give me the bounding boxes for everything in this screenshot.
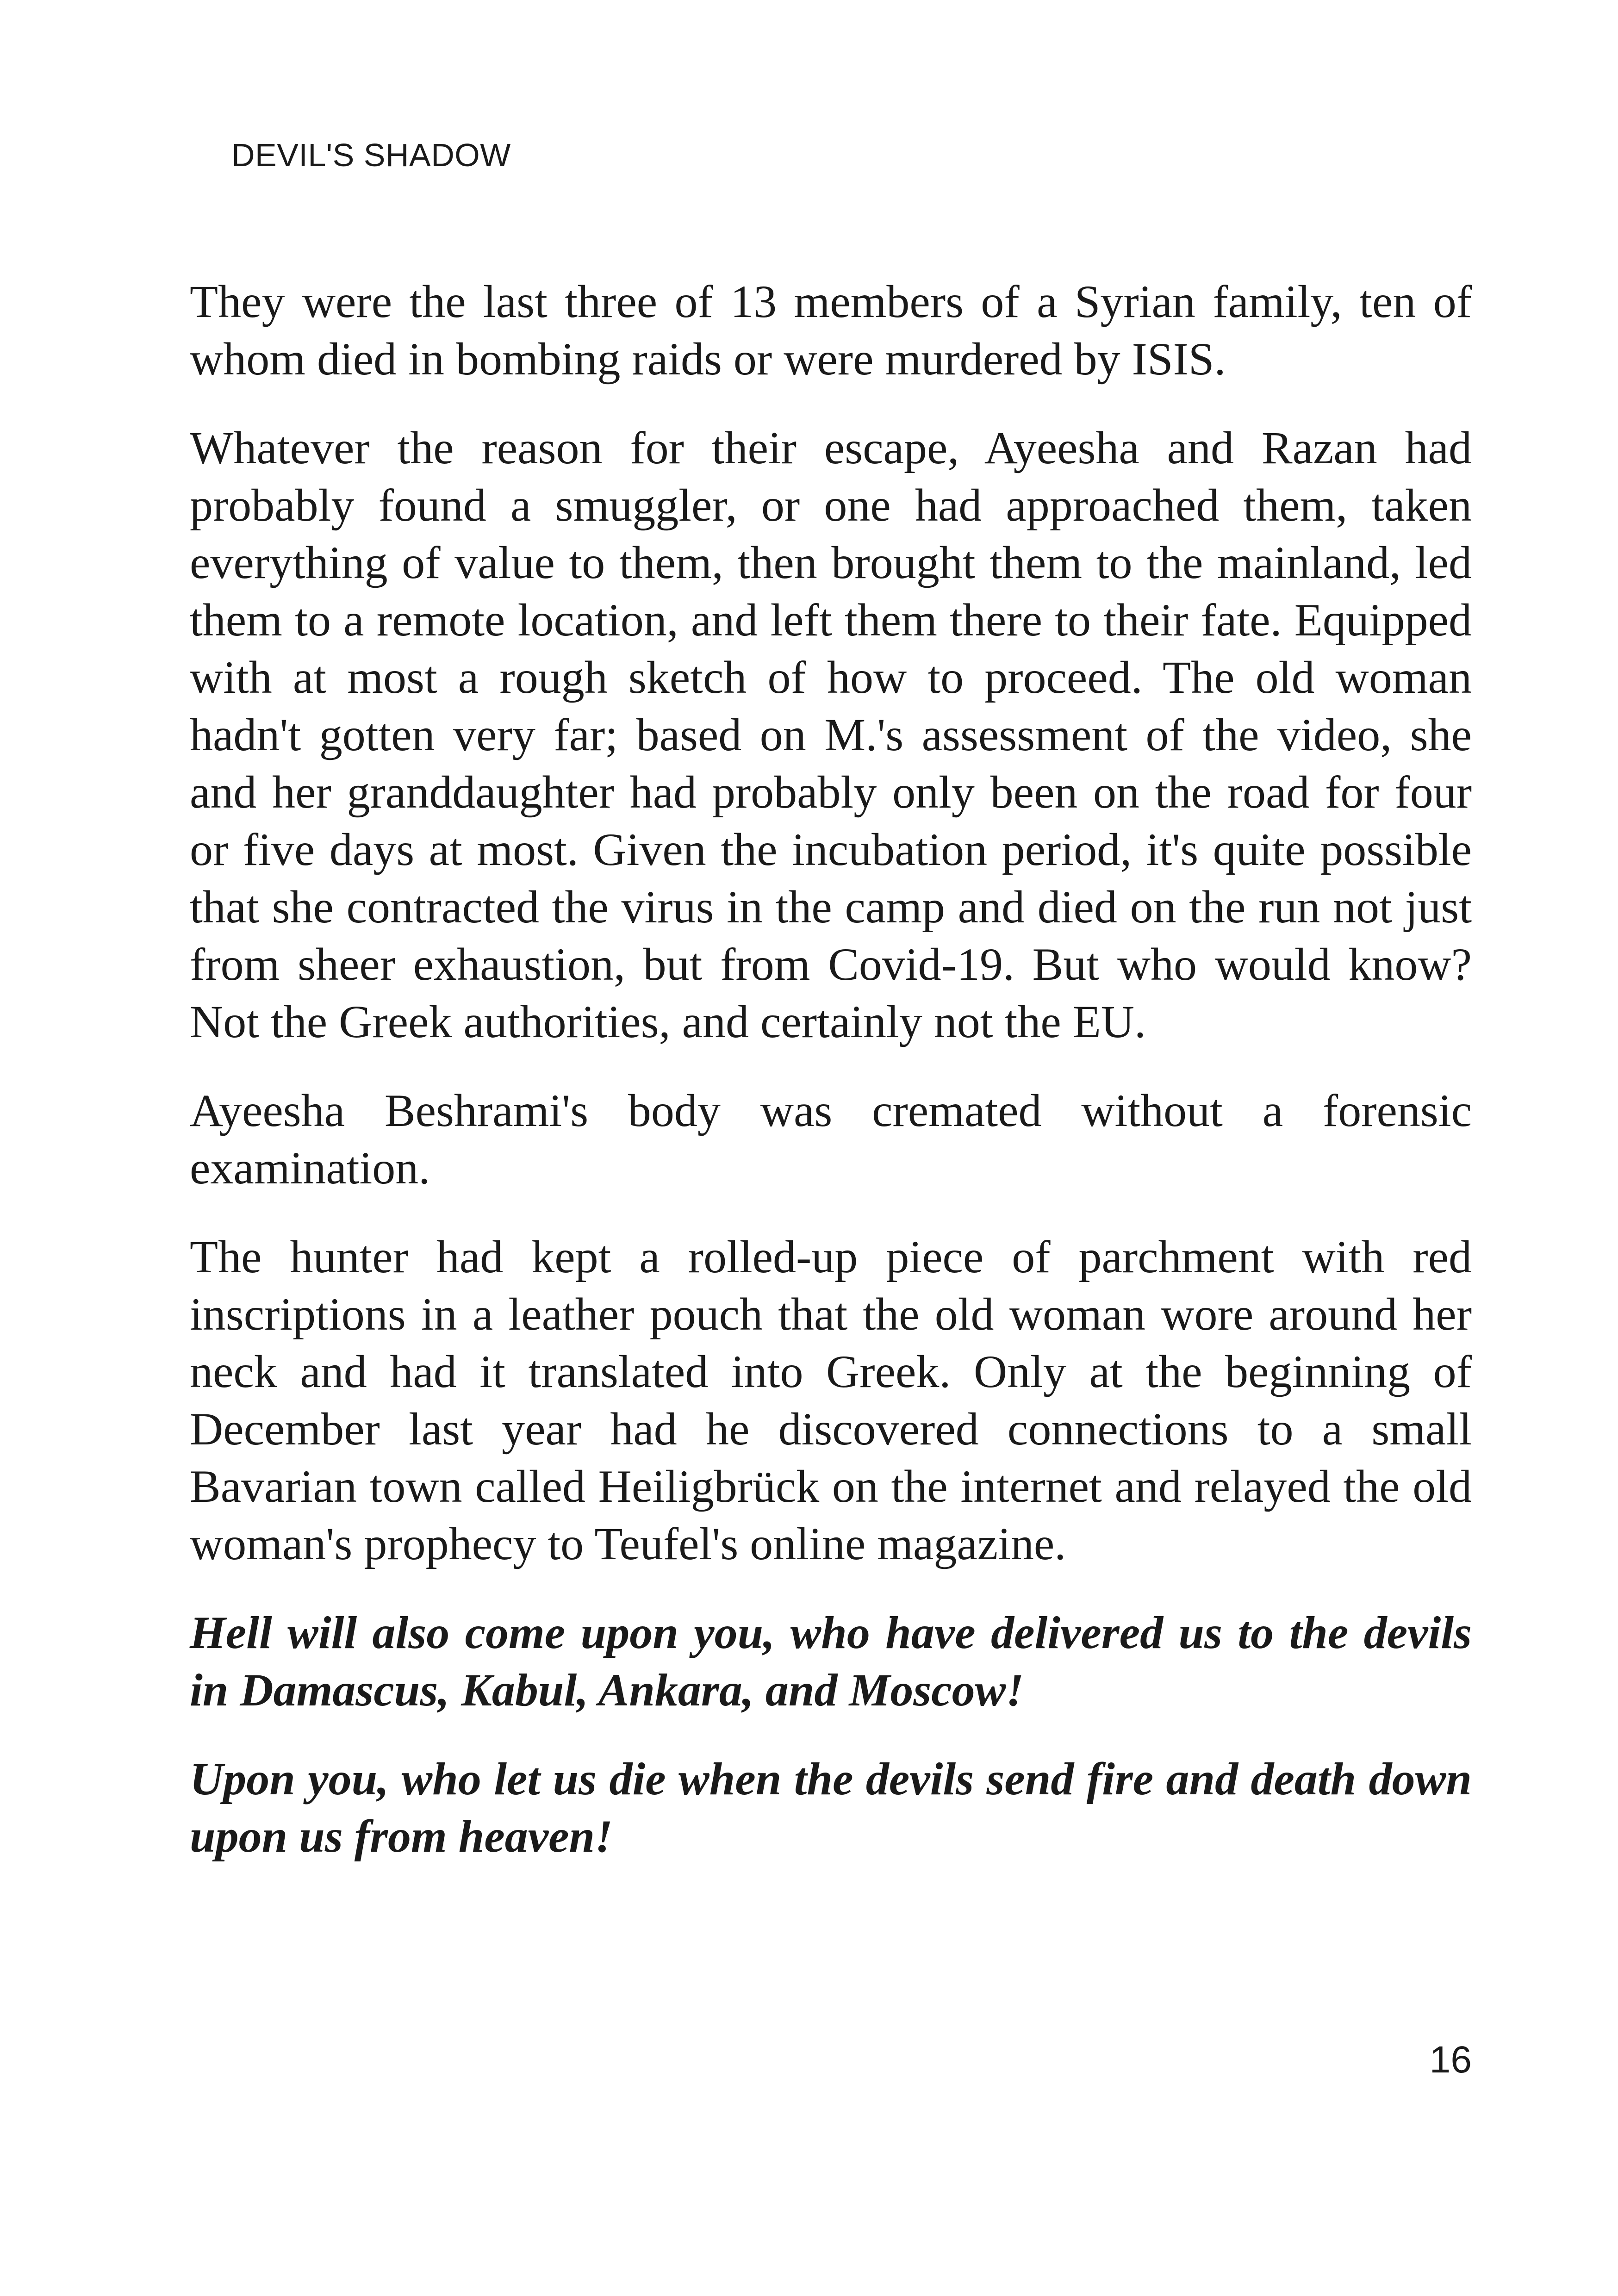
page-number: 16 — [1429, 2039, 1472, 2081]
running-header-title: DEVIL'S SHADOW — [231, 137, 511, 173]
prophecy-line-hell: Hell will also come upon you, who have delivered us to the devils in Damascus, Kabul, Ankara, and Moscow! — [190, 1607, 1472, 1716]
body-text — [190, 273, 1472, 1897]
prophecy-line-heaven: Upon you, who let us die when the devils send fire and death down upon us from heaven! — [190, 1753, 1472, 1862]
paragraph-family: They were the last three of 13 members of a Syrian family, ten of whom died in bombing raids or were murdered by ISIS. — [190, 276, 1472, 385]
paragraph-cremation: Ayeesha Beshrami's body was cremated without a forensic examination. — [190, 1085, 1472, 1194]
paragraph-escape: Whatever the reason for their escape, Ayeesha and Razan had probably found a smuggler, or one had approached them, taken everything of value to them, then brought them to the mainland, led them to a remote location, and left them there to their fate. Equipped with at most a rough sketch of how to proceed. The old woman hadn't gotten very far; based on M.'s assessment of the video, she and her granddaughter had probably only been on the road for four or five days at most. Given the incubation period, it's quite possible that she contracted the virus in the camp and died on the run not just from sheer exhaustion, but from Covid-19. But who would know? Not the Greek authorities, and certainly not the EU. — [190, 422, 1472, 1047]
paragraph-parchment: The hunter had kept a rolled-up piece of parchment with red inscriptions in a leather pouch that the old woman wore around her neck and had it translated into Greek. Only at the beginning of December last year had he discovered connections to a small Bavarian town called Heiligbrück on the internet and relayed the old woman's prophecy to Teufel's online magazine. — [190, 1231, 1472, 1569]
